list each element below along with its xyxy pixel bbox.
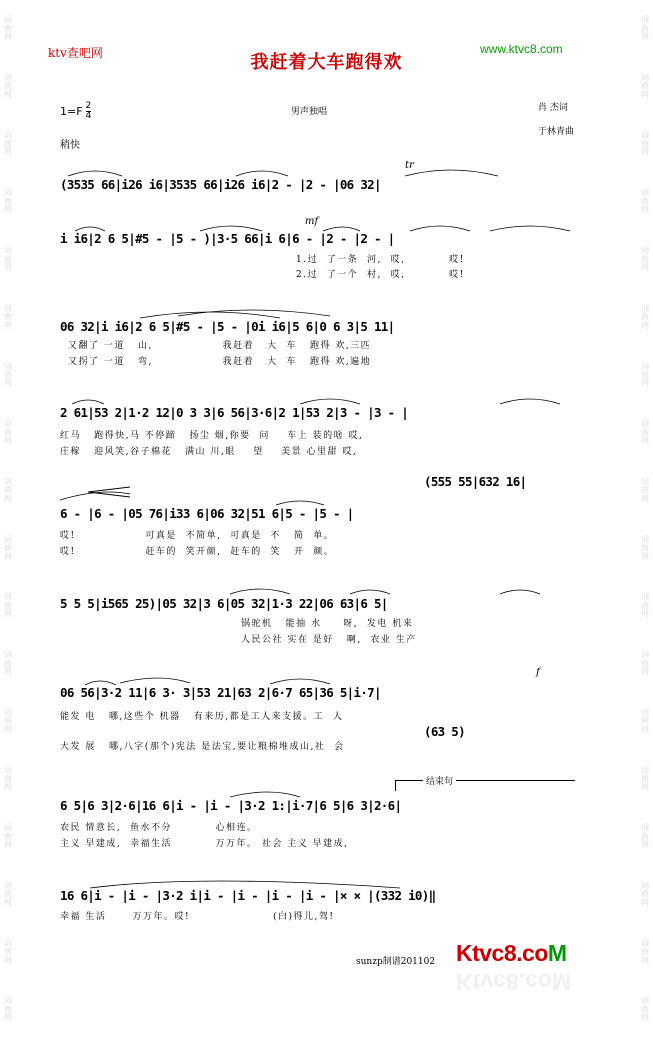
dynamic-f: f — [536, 667, 540, 678]
watermark-text: 词 曲 网 — [4, 650, 12, 676]
lyric-verse-2: 2.过 了一个 村, 哎, 哎! — [296, 270, 465, 280]
lyric-verse-1: 1.过 了一条 河, 哎, 哎! — [296, 255, 465, 265]
watermark-text: 词 曲 网 — [641, 477, 649, 503]
notation-line: 2 61|53 2|1·2 12|0 3 3|6 56|3·6|2 1|53 2|3 - |3 - | — [60, 405, 409, 420]
watermark-text: 词 曲 网 — [4, 534, 12, 561]
dynamic-mf: mf — [305, 216, 319, 227]
logo-text-accent: M — [547, 940, 567, 966]
tempo-marking: 稍快 — [60, 140, 80, 151]
watermark-text: 词 曲 网 — [4, 72, 12, 99]
notation-line: 16 6|i - |i - |3·2 i|i - |i - |i - |i - |× × |(332 i0)‖ — [60, 888, 436, 903]
instrumental-overline: (555 55|632 16| — [424, 474, 527, 489]
key-text: 1=F — [60, 105, 83, 118]
watermark-text: 词 曲 网 — [4, 477, 12, 503]
watermark-text: 词 曲 网 — [641, 15, 649, 42]
notation-line: 06 56|3·2 11|6 3· 3|53 21|63 2|6·7 65|36 5|i·7| — [60, 685, 381, 700]
lyricist-credit: 肖 杰词 — [538, 103, 568, 113]
watermark-text: 词 曲 网 — [641, 361, 649, 388]
lyric-line: 幸福 生活 万万年。哎! (白)得儿,驾! — [60, 912, 335, 922]
composer-credit: 于林青曲 — [538, 127, 575, 137]
watermark-text: 词 曲 网 — [641, 130, 649, 157]
notation-line: 06 32|i i6|2 6 5|#5 - |5 - |0i i6|5 6|0 6 3|5 11| — [60, 319, 395, 334]
watermark-text: 词 曲 网 — [4, 419, 12, 446]
lyric-verse-2: 庄稼 迎风笑,谷子棉花 满山 川,眼 望 美景 心里甜 哎, — [60, 447, 358, 457]
logo-reflection: Ktvc8.coM — [456, 969, 572, 995]
watermark-text: 词 曲 网 — [4, 130, 12, 157]
watermark-text: 词 曲 网 — [641, 938, 649, 965]
lyric-verse-1: 红马 跑得快,马 不停蹄 扬尘 烟,你要 问 车上 装的啥 哎, — [60, 431, 364, 441]
watermark-text: 词 曲 网 — [4, 246, 12, 272]
watermark-text: 词 曲 网 — [641, 534, 649, 561]
lyric-verse-1: 又翻了 一道 山, 我赶着 大 车 跑得 欢,三匹 — [68, 341, 372, 351]
watermark-text: 词 曲 网 — [641, 72, 649, 99]
notation-line: 6 5|6 3|2·6|16 6|i - |i - |3·2 1:|i·7|6 5|6 3|2·6| — [60, 798, 402, 813]
transcriber-credit: sunzp制谱201102 — [356, 957, 436, 967]
time-bottom: 4 — [85, 111, 92, 121]
lyric-verse-1: 能发 电 哪,这些个 机器 有来历,都是工人来支援。工 人 — [60, 712, 344, 722]
performance-type: 男声独唱 — [291, 107, 328, 117]
song-title: 我赶着大车跑得欢 — [250, 52, 403, 73]
watermark-text: 词 曲 网 — [4, 765, 12, 792]
watermark-text: 词 曲 网 — [641, 765, 649, 792]
watermark-text: 词 曲 网 — [641, 881, 649, 907]
watermark-text: 词 曲 网 — [641, 823, 649, 850]
lyric-verse-2: 哎! 赶车的 笑开颜, 赶车的 笑 开 颜。 — [60, 547, 335, 557]
site-url[interactable]: www.ktvc8.com — [480, 42, 563, 56]
watermark-text: 词 曲 网 — [641, 303, 649, 330]
ending-label: 结束句 — [423, 777, 456, 787]
watermark-text: 词 曲 网 — [4, 188, 12, 215]
site-logo[interactable] — [456, 940, 567, 967]
time-top: 2 — [85, 101, 92, 111]
site-label-left[interactable]: ktv查吧网 — [48, 46, 103, 60]
watermark-text: 词 曲 网 — [641, 592, 649, 619]
watermark-text: 词 曲 网 — [641, 419, 649, 446]
watermark-text: 词 曲 网 — [4, 15, 12, 42]
watermark-text: 词 曲 网 — [4, 707, 12, 734]
watermark-text: 词 曲 网 — [4, 996, 12, 1023]
lyric-verse-1: 哎! 可真是 不简单, 可真是 不 简 单。 — [60, 531, 335, 541]
lyric-verse-2: 人民公社 实在 是好 啊, 农业 生产 — [180, 635, 417, 645]
watermark-text: 词 曲 网 — [641, 188, 649, 215]
trill-mark: tr — [405, 160, 414, 171]
notation-line: i i6|2 6 5|#5 - |5 - )|3·5 66|i 6|6 - |2 - |2 - | — [60, 231, 395, 246]
watermark-text: 词 曲 网 — [4, 881, 12, 907]
watermark-text: 词 曲 网 — [4, 592, 12, 619]
lyric-verse-1: 农民 情意长, 鱼水不分 心相连。 — [60, 823, 258, 833]
watermark-text: 词 曲 网 — [641, 707, 649, 734]
notation-line: 5 5 5|i565 25)|05 32|3 6|05 32|1·3 22|06 63|6 5| — [60, 596, 388, 611]
lyric-verse-1: 锅驼机 能抽 水 呀, 发电 机来 — [180, 619, 414, 629]
notation-line: 6 - |6 - |05 76|i33 6|06 32|51 6|5 - |5 - | — [60, 506, 354, 521]
lyric-verse-2: 大发 展 哪,八字(那个)宪法 是法宝,要让粮棉堆成山,社 会 — [60, 742, 345, 752]
notation-line: (3535 66|i26 i6|3535 66|i26 i6|2 - |2 - |06 32| — [60, 177, 381, 192]
alternate-notes: (63 5) — [424, 724, 465, 739]
watermark-text: 词 曲 网 — [4, 361, 12, 388]
watermark-text: 词 曲 网 — [641, 246, 649, 272]
logo-text: Ktvc8.co — [456, 940, 548, 966]
watermark-text: 词 曲 网 — [641, 996, 649, 1023]
watermark-text: 词 曲 网 — [641, 650, 649, 676]
watermark-text: 词 曲 网 — [4, 938, 12, 965]
lyric-verse-2: 又拐了 一道 弯, 我赶着 大 车 跑得 欢,遍地 — [68, 357, 372, 367]
lyric-verse-2: 主义 早建成, 幸福生活 万万年。 社会 主义 早建成, — [60, 839, 349, 849]
watermark-text: 词 曲 网 — [4, 823, 12, 850]
watermark-text: 词 曲 网 — [4, 303, 12, 330]
